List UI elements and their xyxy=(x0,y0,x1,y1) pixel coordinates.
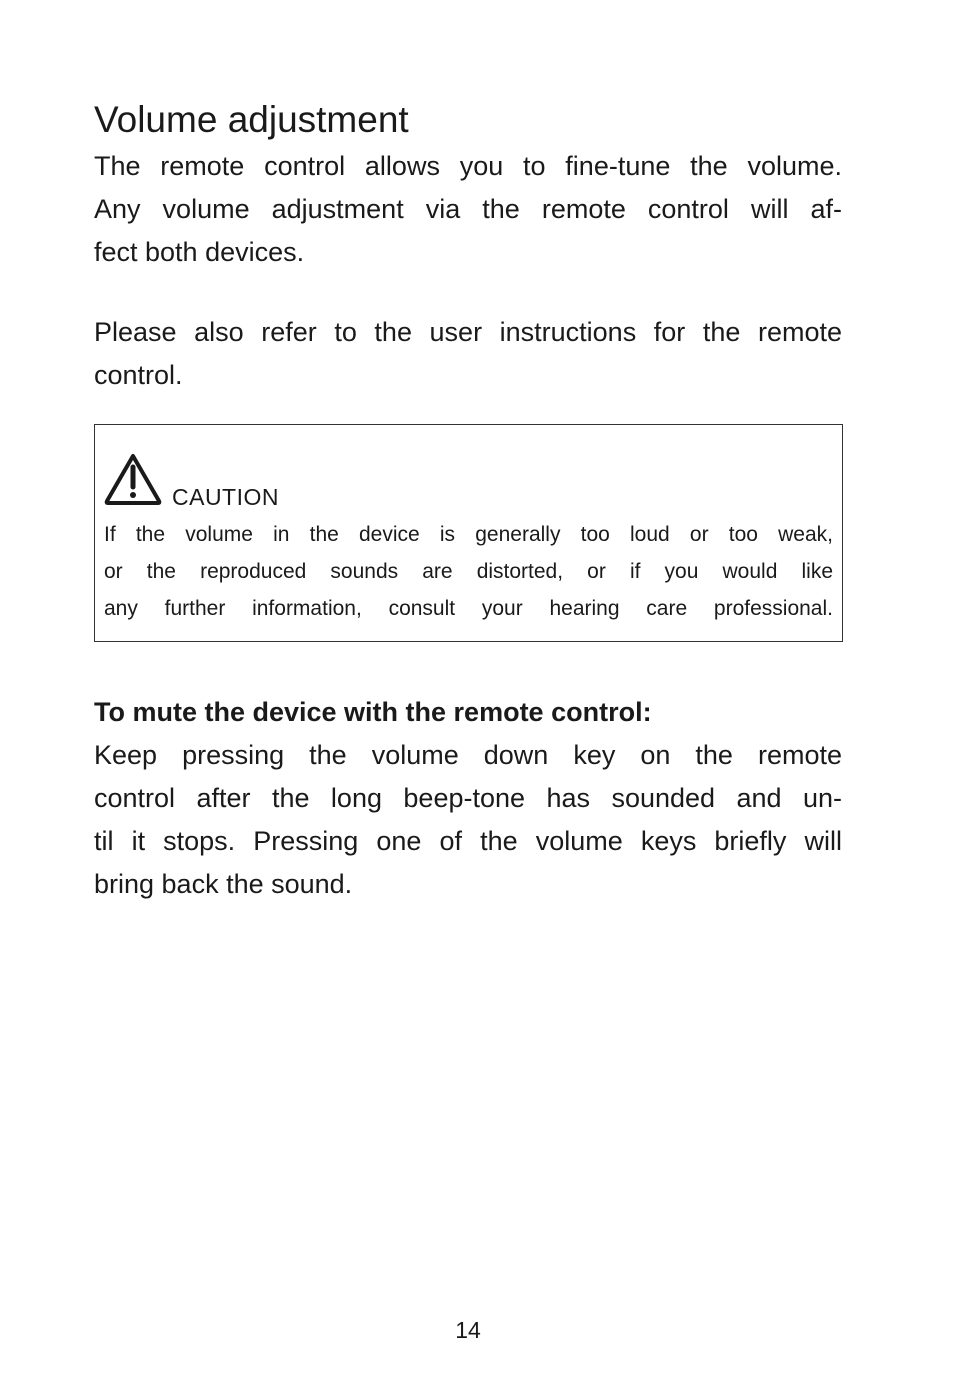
refer-line: Please also refer to the user instructions for the remote xyxy=(94,317,842,347)
caution-line: or the reproduced sounds are distorted, or if you would like xyxy=(104,560,833,583)
caution-text xyxy=(104,516,833,627)
page-title: Volume adjustment xyxy=(94,99,409,140)
mute-line: til it stops. Pressing one of the volume keys briefly will xyxy=(94,826,842,856)
refer-paragraph xyxy=(94,311,842,397)
intro-paragraph xyxy=(94,145,842,274)
refer-line: control. xyxy=(94,360,183,390)
intro-line: The remote control allows you to fine-tune the volume. xyxy=(94,151,842,181)
mute-line: bring back the sound. xyxy=(94,869,353,899)
mute-heading: To mute the device with the remote control: xyxy=(94,697,652,727)
mute-line: control after the long beep-tone has sounded and un- xyxy=(94,783,842,813)
intro-line: Any volume adjustment via the remote control will af- xyxy=(94,194,842,224)
warning-triangle-icon xyxy=(103,452,163,506)
caution-label: CAUTION xyxy=(172,484,279,510)
caution-line: any further information, consult your hearing care professional. xyxy=(104,597,833,620)
caution-box xyxy=(94,424,843,642)
page-number: 14 xyxy=(455,1317,481,1343)
intro-line: fect both devices. xyxy=(94,237,305,267)
mute-paragraph xyxy=(94,734,842,906)
caution-line: If the volume in the device is generally too loud or too weak, xyxy=(104,523,833,546)
mute-line: Keep pressing the volume down key on the remote xyxy=(94,740,842,770)
